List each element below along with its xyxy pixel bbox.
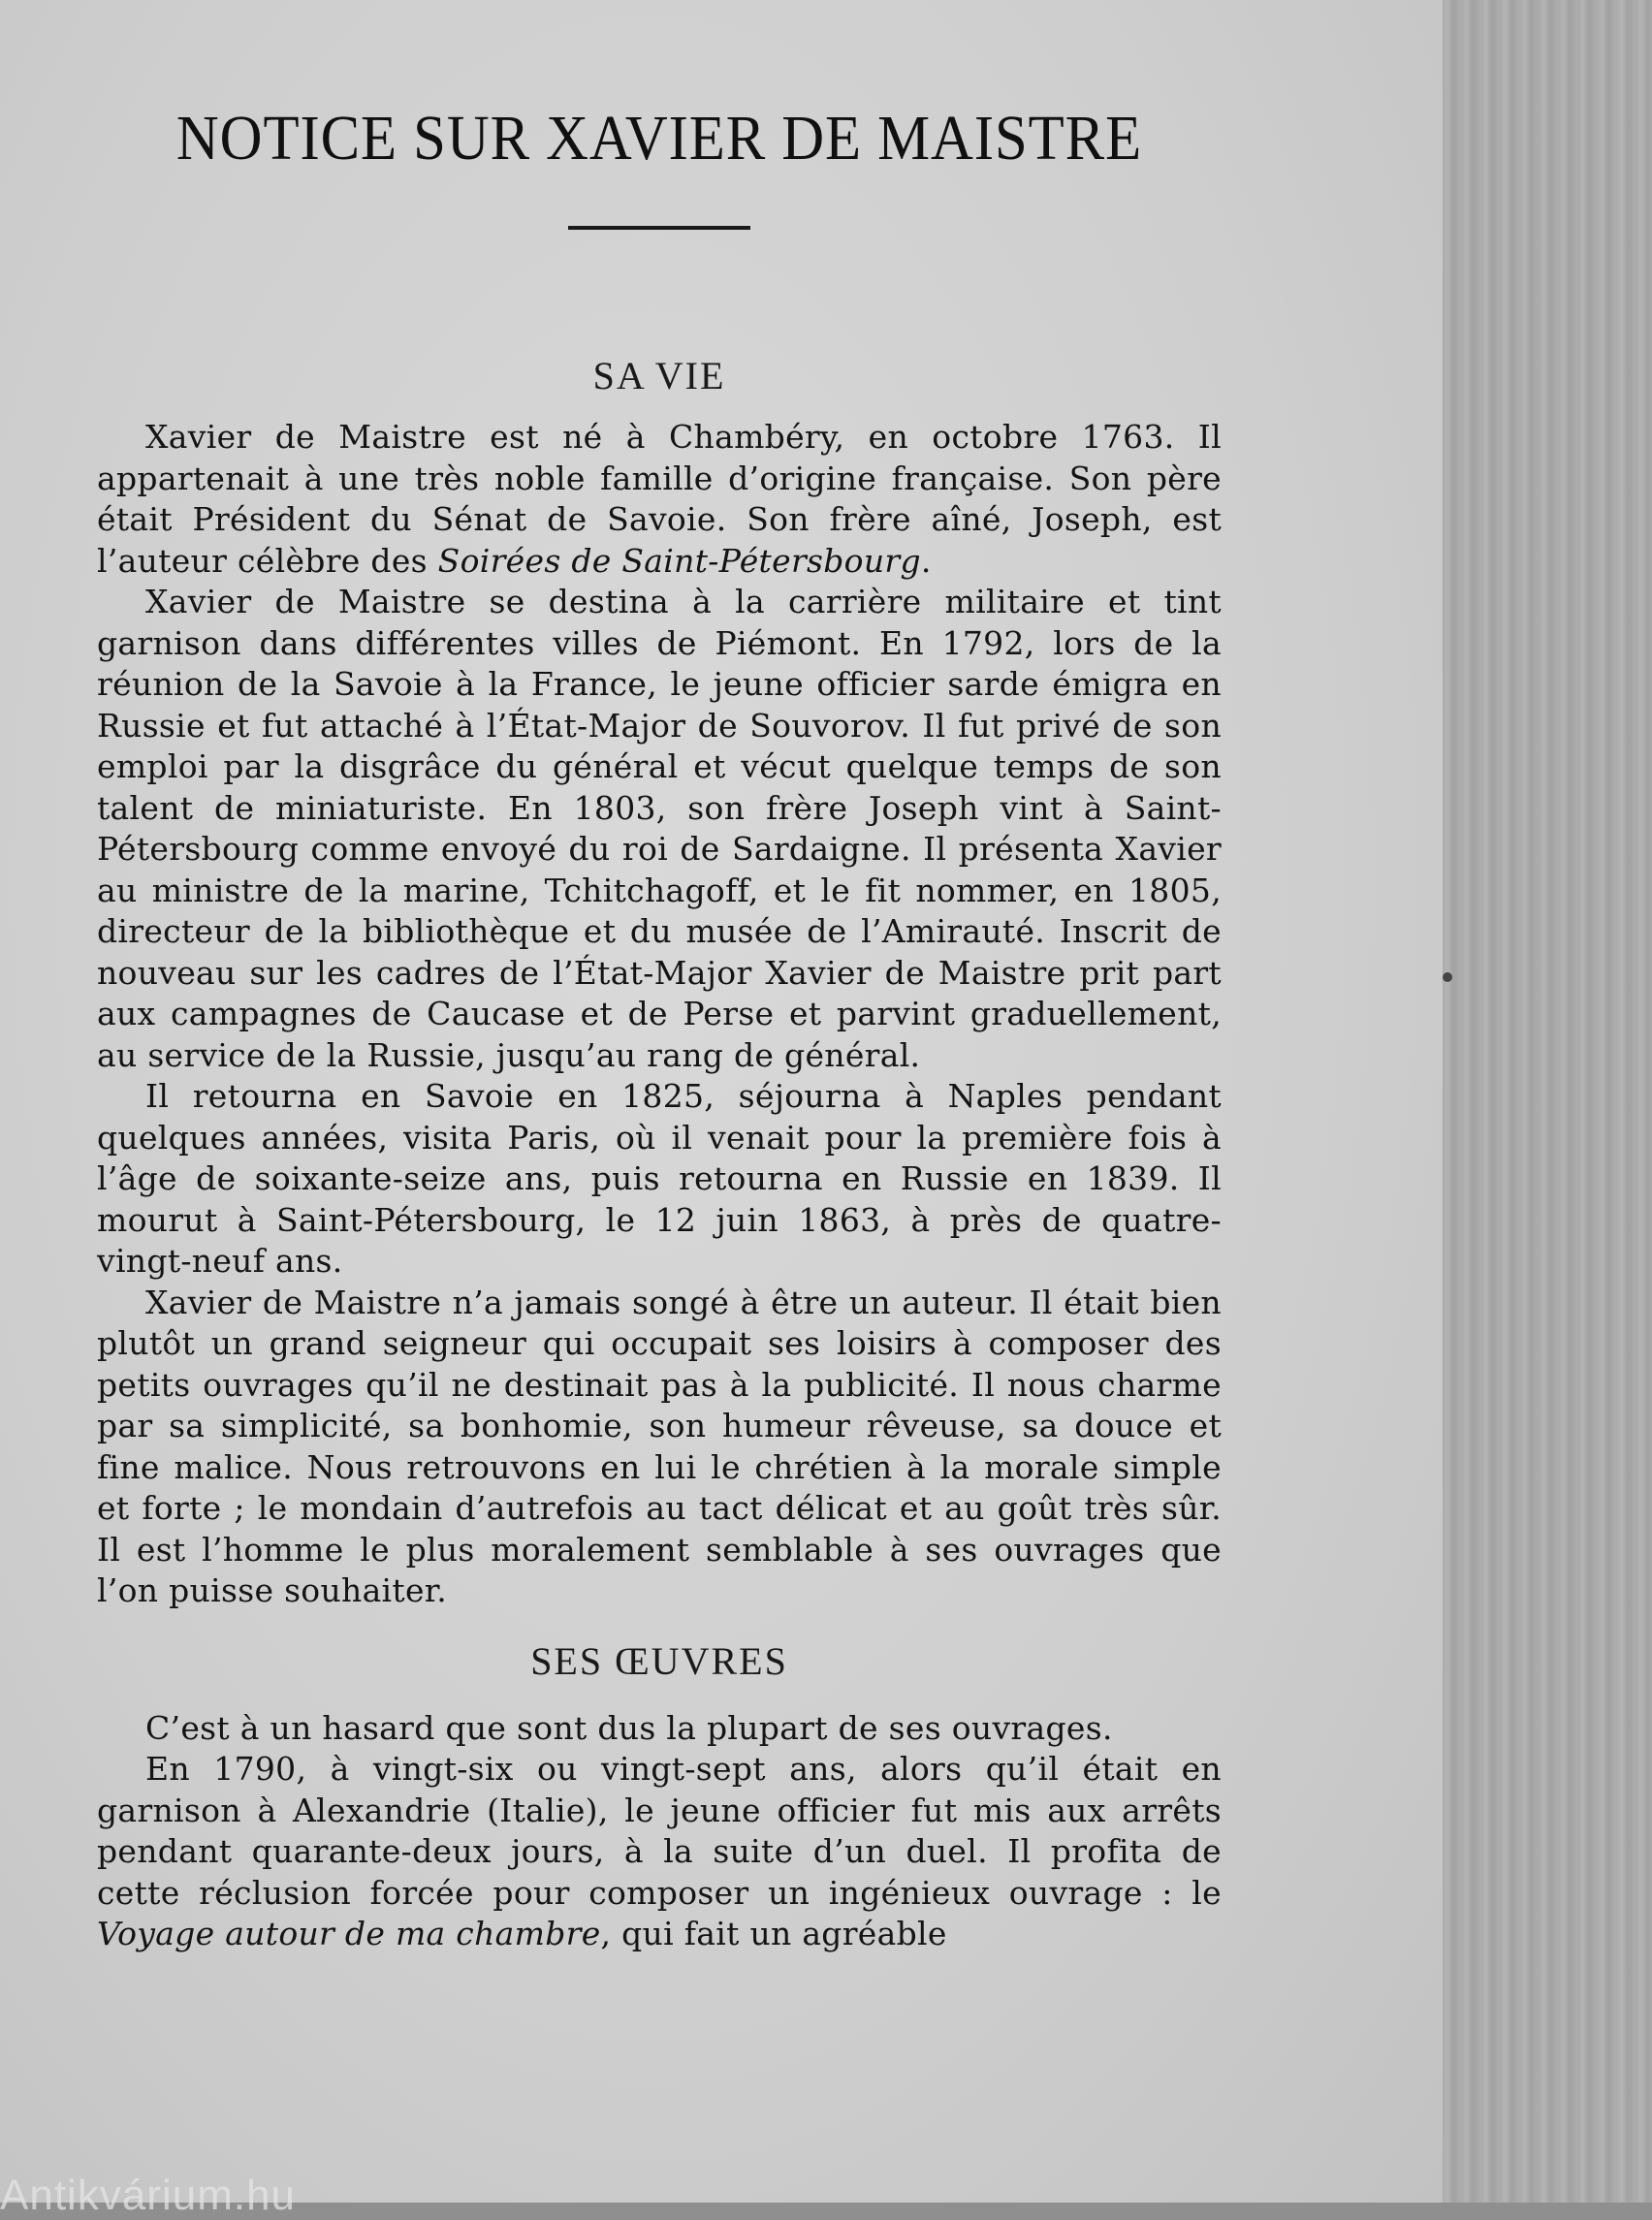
paragraph-text: Xavier de Maistre est né à Chambéry, en octobre 1763. Il appartenait à une très noble famille d’origine française. Son père était Président du Sénat de Savoie. Son frère aîné, Joseph, est l’auteur célèbre des (97, 418, 1222, 580)
italic-title: Soirées de Saint-Pétersbourg (437, 541, 921, 580)
page-hole (1443, 972, 1452, 982)
page-title: NOTICE SUR XAVIER DE MAISTRE (175, 103, 1143, 174)
page-content (97, 92, 1222, 1955)
section-heading-sa-vie: SA VIE (592, 354, 726, 397)
italic-title: Voyage autour de ma chambre (97, 1915, 601, 1952)
paragraph-career: Xavier de Maistre se destina à la carrière militaire et tint garnison dans différentes villes de Piémont. En 1792, lors de la réunion de la Savoie à la France, le jeune officier sarde émigra en Russie et fut attaché à l’État-Major de Souvorov. Il fut privé de son emploi par la disgrâce du général et vécut quelque temps de son talent de miniaturiste. En 1803, son frère Joseph vint à Saint-Pétersbourg comme envoyé du roi de Sardaigne. Il présenta Xavier au ministre de la marine, Tchitchagoff, et le fit nommer, en 1805, directeur de la bibliothèque et du musée de l’Amirauté. Inscrit de nouveau sur les cadres de l’État-Major Xavier de Maistre prit part aux campagnes de Caucase et de Perse et parvint graduellement, au service de la Russie, jusqu’au rang de général. (97, 583, 1222, 1074)
paragraph-text: En 1790, à vingt-six ou vingt-sept ans, alors qu’il était en garnison à Alexandrie (Italie), le jeune officier fut mis aux arrêts pendant quarante-deux jours, à la suite d’un duel. Il profita de cette réclusion forcée pour composer un ingénieux ouvrage : le (97, 1750, 1222, 1912)
paragraph-text: . (920, 541, 932, 580)
watermark: Antikvárium.hu (0, 2172, 297, 2219)
paragraph-works-intro: C’est à un hasard que sont dus la plupart de ses ouvrages. (145, 1708, 1113, 1747)
page-stack-edge (1439, 0, 1652, 2203)
section-heading-ses-oeuvres: SES ŒUVRES (530, 1638, 788, 1683)
title-rule (568, 226, 750, 230)
paragraph-birth (97, 417, 1222, 582)
paragraph-later-life: Il retourna en Savoie en 1825, séjourna à Naples pendant quelques années, visita Paris, où il venait pour la première fois à l’âge de soixante-seize ans, puis retourna en Russie en 1839. Il mourut à Saint-Pétersbourg, le 12 juin 1863, à près de quatre-vingt-neuf ans. (97, 1077, 1222, 1280)
paragraph-voyage (97, 1749, 1222, 1955)
paragraph-text: , qui fait un agréable (600, 1915, 947, 1952)
paragraph-character: Xavier de Maistre n’a jamais songé à être un auteur. Il était bien plutôt un grand seigneur qui occupait ses loisirs à composer des petits ouvrages qu’il ne destinait pas à la publicité. Il nous charme par sa simplicité, sa bonhomie, son humeur rêveuse, sa douce et fine malice. Nous retrouvons en lui le chrétien à la morale simple et forte ; le mondain d’autrefois au tact délicat et au goût très sûr. Il est l’homme le plus moralement semblable à ses ouvrages que l’on puisse souhaiter. (97, 1283, 1222, 1609)
